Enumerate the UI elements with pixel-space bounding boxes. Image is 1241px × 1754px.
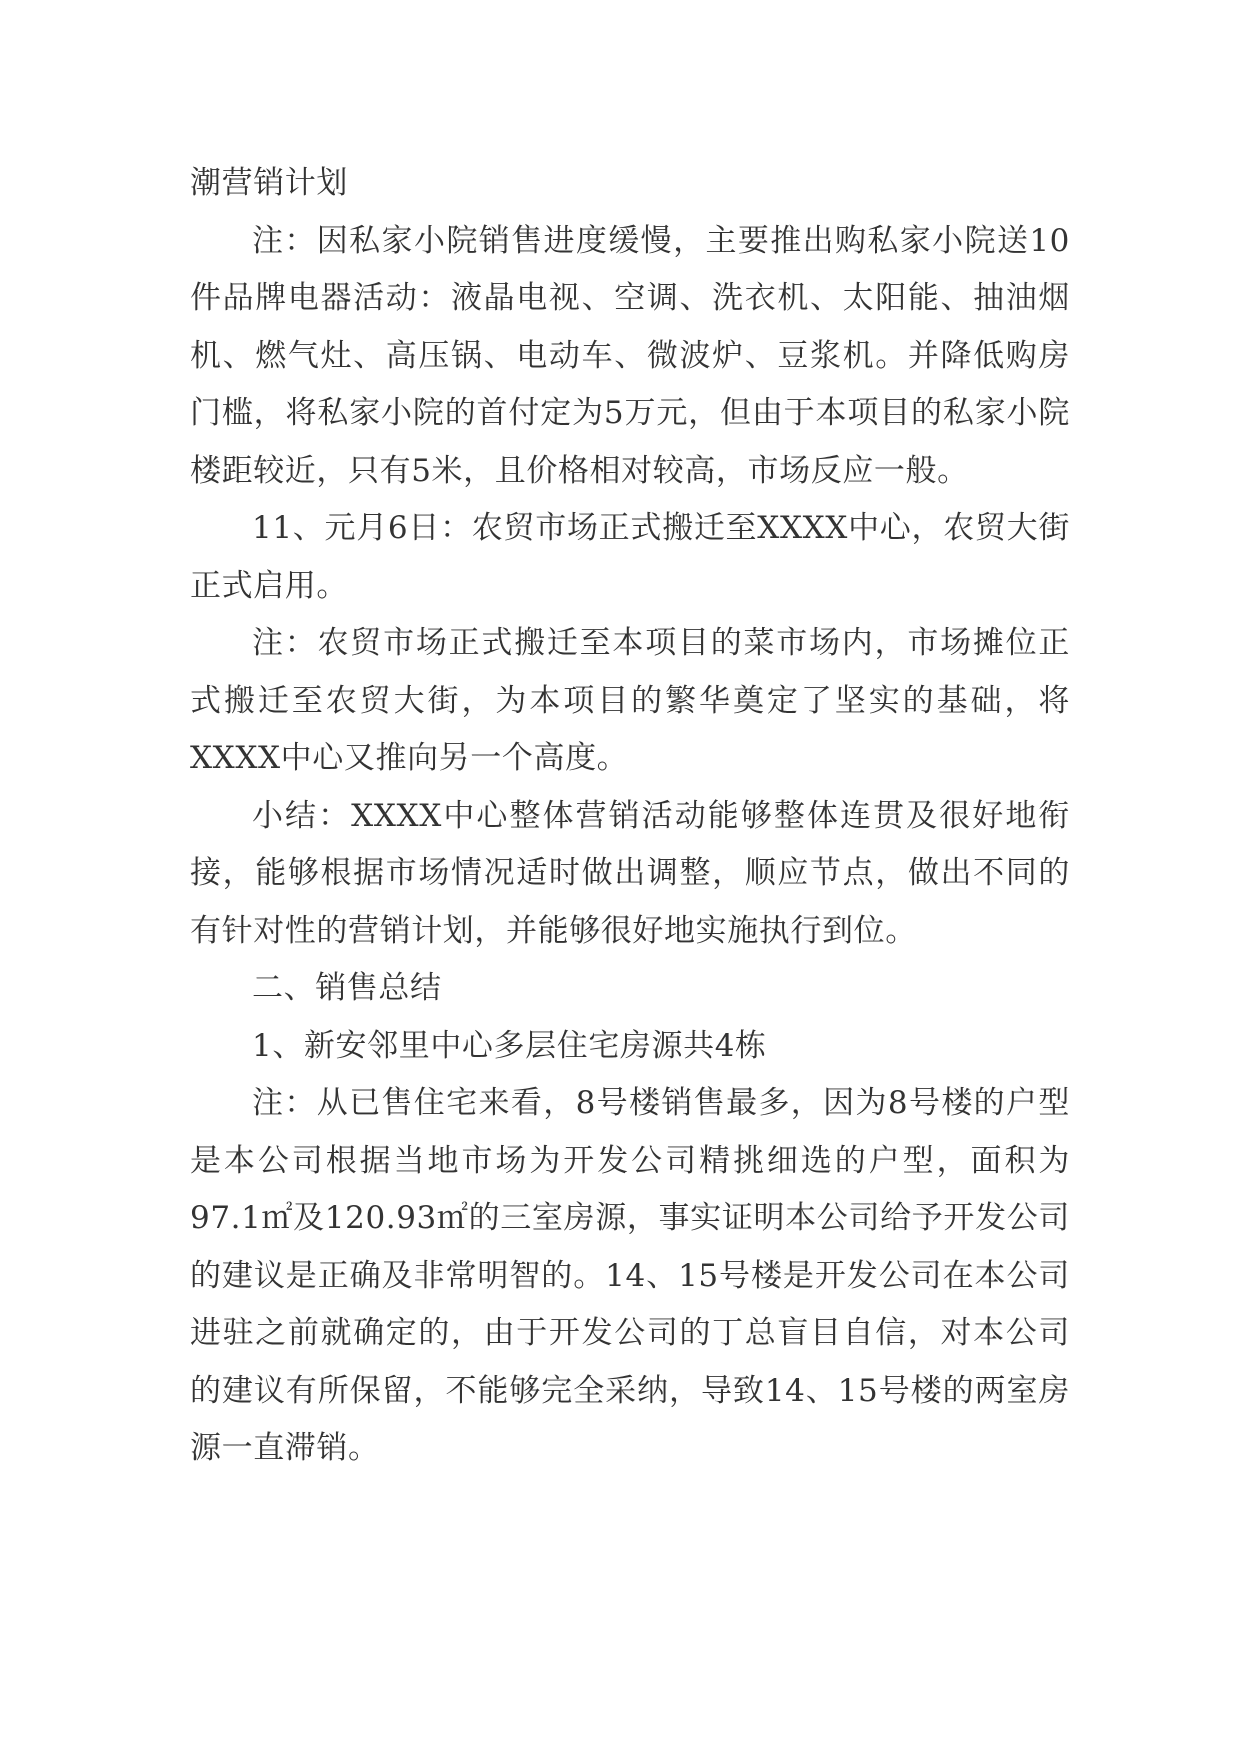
paragraph-note-sales-analysis: 注：从已售住宅来看，8号楼销售最多，因为8号楼的户型是本公司根据当地市场为开发公司精挑细选的户型，面积为97.1㎡及120.93㎡的三室房源，事实证明本公司给予开发公司的建议是正确及非常明智的。14、15号楼是开发公司在本公司进驻之前就确定的，由于开发公司的丁总盲目自信，对本公司的建议有所保留，不能够完全采纳，导致14、15号楼的两室房源一直滞销。	[190, 1085, 1070, 1466]
paragraph-item-11-market-relocation: 11、元月6日：农贸市场正式搬迁至XXXX中心，农贸大街正式启用。	[190, 510, 1070, 604]
document-body	[190, 155, 1070, 1478]
section-heading-sales-summary: 二、销售总结	[252, 970, 442, 1006]
paragraph-note-market-relocation: 注：农贸市场正式搬迁至本项目的菜市场内，市场摊位正式搬迁至农贸大街，为本项目的繁华奠定了坚实的基础，将XXXX中心又推向另一个高度。	[190, 625, 1070, 776]
paragraph-continuation-title: 潮营销计划	[190, 165, 348, 201]
paragraph-summary: 小结：XXXX中心整体营销活动能够整体连贯及很好地衔接，能够根据市场情况适时做出调整，顺应节点，做出不同的有针对性的营销计划，并能够很好地实施执行到位。	[190, 797, 1070, 949]
paragraph-item-1-housing-sources: 1、新安邻里中心多层住宅房源共4栋	[252, 1027, 767, 1064]
paragraph-note-private-courtyard: 注：因私家小院销售进度缓慢，主要推出购私家小院送10件品牌电器活动：液晶电视、空调、洗衣机、太阳能、抽油烟机、燃气灶、高压锅、电动车、微波炉、豆浆机。并降低购房门槛，将私家小院的首付定为5万元，但由于本项目的私家小院楼距较近，只有5米，且价格相对较高，市场反应一般。	[190, 222, 1070, 489]
